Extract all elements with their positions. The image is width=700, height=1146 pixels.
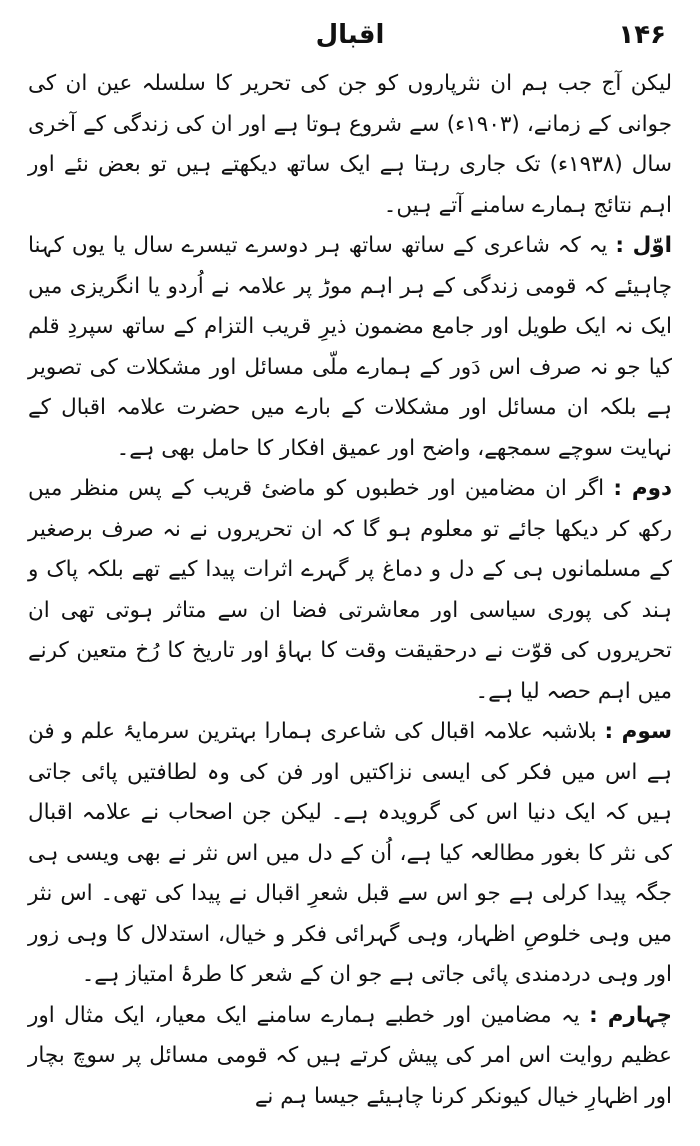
paragraph-second-point — [28, 469, 672, 712]
paragraph-lead: سوم : — [604, 719, 672, 744]
paragraph-text: یہ مضامین اور خطبے ہمارے سامنے ایک معیار، ایک مثال اور عظیم روایت اس امر کی پیش کرتے ہیں کہ قومی مسائل پر سوچ بچار اور اظہارِ خیال کیونکر کرنا چاہیئے جیسا ہم نے — [28, 1002, 672, 1109]
paragraph-intro — [28, 64, 672, 226]
paragraph-first-point — [28, 226, 672, 469]
paragraph-lead: دوم : — [613, 476, 672, 501]
paragraph-text: لیکن آج جب ہم ان نثرپاروں کو جن کی تحریر کا سلسلہ عین ان کی جوانی کے زمانے، (۱۹۰۳ء) سے شروع ہوتا ہے اور ان کی زندگی کے آخری سال (۱۹۳۸ء) تک جاری رہتا ہے ایک ساتھ دیکھتے ہیں تو بعض نئے اور اہم نتائج ہمارے سامنے آتے ہیں۔ — [28, 71, 672, 218]
body-text — [28, 64, 672, 1117]
paragraph-text: بلاشبہ علامہ اقبال کی شاعری ہمارا بہترین سرمایۂ علم و فن ہے اس میں فکر کی ایسی نزاکتیں اور فن کی وہ لطافتیں پائی جاتی ہیں کہ ایک دنیا اس کی گرویدہ ہے۔ لیکن جن اصحاب نے علامہ اقبال کی نثر کا بغور مطالعہ کیا ہے، اُن کے دل میں اس نثر نے بھی ویسی ہی جگہ پیدا کرلی ہے جو اس سے قبل شعرِ اقبال نے پیدا کی تھی۔ اس نثر میں وہی خلوصِ اظہار، وہی گہرائی فکر و خیال، استدلال کا وہی زور اور وہی دردمندی پائی جاتی ہے جو ان کے شعر کا طرۂ امتیاز ہے۔ — [28, 719, 672, 987]
page-header — [28, 18, 672, 64]
paragraph-third-point — [28, 712, 672, 996]
paragraph-text: یہ کہ شاعری کے ساتھ ساتھ ہر دوسرے تیسرے سال یا یوں کہنا چاہیئے کہ قومی زندگی کے ہر اہم موڑ پر علامہ نے اُردو یا انگریزی میں ایک نہ ایک طویل اور جامع مضمون ذیرِ قریب التزام کے ساتھ سپردِ قلم کیا جو نہ صرف اس دَور کے ہمارے ملّی مسائل اور مشکلات کی تصویر ہے بلکہ ان مسائل اور مشکلات کے بارے میں حضرت علامہ اقبال کے نہایت سوچے سمجھے، واضح اور عمیق افکار کا حامل بھی ہے۔ — [28, 233, 672, 461]
paragraph-lead: چہارم : — [589, 1002, 673, 1028]
paragraph-lead: اوّل : — [615, 233, 672, 258]
running-title: اقبال — [315, 20, 385, 50]
paragraph-text: اگر ان مضامین اور خطبوں کو ماضیٔ قریب کے پس منظر میں رکھ کر دیکھا جائے تو معلوم ہو گا کہ ان تحریروں نے نہ صرف برصغیر کے مسلمانوں ہی کے دل و دماغ پر گہرے اثرات پیدا کیے تھے بلکہ پاک و ہند کی پوری سیاسی اور معاشرتی فضا ان سے متاثر ہوتی تھی ان تحریروں کی قوّت نے درحقیقت وقت کا بہاؤ اور تاریخ کا رُخ متعین کرنے میں اہم حصہ لیا ہے۔ — [28, 476, 672, 704]
paragraph-fourth-point — [28, 996, 672, 1118]
page-number: ۱۴۶ — [618, 20, 666, 50]
